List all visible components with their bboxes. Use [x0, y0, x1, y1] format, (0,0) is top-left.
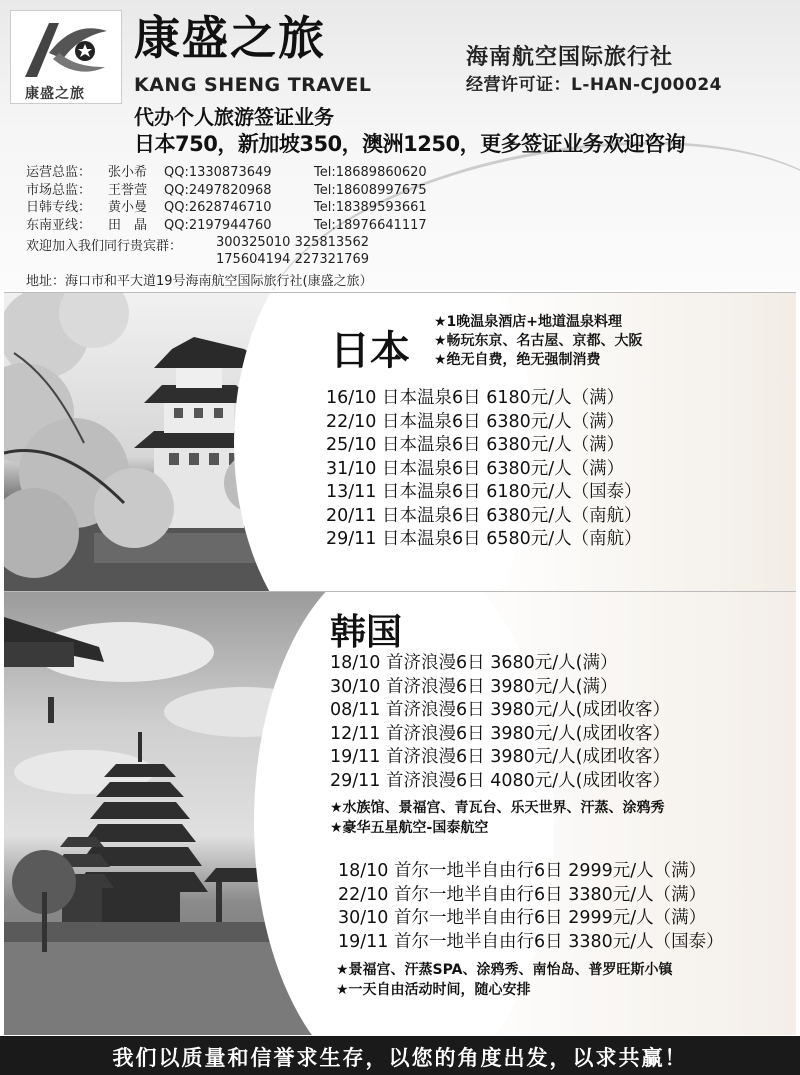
- tour-item: 30/10 首济浪漫6日 3980元/人(满）: [330, 676, 618, 697]
- tour-item: 25/10 日本温泉6日 6380元/人（满）: [326, 435, 625, 455]
- highlight-item: ★畅玩东京、名古屋、京都、大阪: [434, 333, 643, 349]
- tour-item: 22/10 首尔一地半自由行6日 3380元/人（满）: [338, 884, 707, 905]
- slogan: 我们以质量和信誉求生存，以您的角度出发，以求共赢！: [112, 1045, 688, 1070]
- contact-qq: QQ:2197944760: [164, 217, 272, 233]
- korea-highlights-jeju: [330, 798, 665, 838]
- contact-list: [26, 164, 427, 234]
- highlight-item: ★绝无自费，绝无强制消费: [434, 352, 601, 368]
- korea-tour-list-jeju: [330, 652, 670, 793]
- highlight-item: ★水族馆、景福宫、青瓦台、乐天世界、汗蒸、涂鸦秀: [330, 800, 665, 816]
- logo: [10, 10, 122, 104]
- highlight-item: ★一天自由活动时间，随心安排: [336, 982, 531, 998]
- header: [0, 0, 800, 290]
- contact-qq: QQ:1330873649: [164, 165, 272, 180]
- contact-name: 田 晶: [108, 217, 148, 233]
- tour-item: 18/10 首尔一地半自由行6日 2999元/人（满）: [338, 861, 707, 881]
- contact-role: 市场总监：: [26, 182, 92, 198]
- contact-tel: Tel:18608997675: [314, 182, 427, 198]
- tour-item: 12/11 首济浪漫6日 3980元/人(成团收客）: [330, 723, 670, 744]
- tour-item: 18/10 首济浪漫6日 3680元/人(满）: [330, 653, 618, 673]
- tour-item: 19/11 首尔一地半自由行6日 3380元/人（国泰）: [338, 931, 724, 952]
- tour-item: 30/10 首尔一地半自由行6日 2999元/人（满）: [338, 908, 707, 928]
- japan-section: [4, 292, 796, 592]
- group-numbers-2: 175604194 227321769: [216, 252, 370, 267]
- logo-mark-icon: [19, 17, 113, 83]
- logo-text: 康盛之旅: [25, 86, 85, 102]
- contact-name: 张小希: [108, 165, 148, 180]
- visa-service-title: 代办个人旅游签证业务: [134, 105, 334, 129]
- japan-highlights: [434, 313, 643, 370]
- group-numbers-1: 300325010 325813562: [216, 235, 370, 250]
- tour-item: 29/11 日本温泉6日 6580元/人（南航）: [326, 529, 642, 549]
- tour-item: 19/11 首济浪漫6日 3980元/人(成团收客）: [330, 747, 670, 767]
- contact-row: [26, 182, 427, 200]
- contact-qq: QQ:2497820968: [164, 182, 272, 198]
- highlight-item: ★豪华五星航空-国泰航空: [330, 820, 489, 836]
- contact-row: [26, 217, 427, 235]
- tour-item: 31/10 日本温泉6日 6380元/人（满）: [326, 458, 625, 479]
- korea-tour-list-seoul: [338, 860, 724, 954]
- highlight-item: ★1晚温泉酒店+地道温泉料理: [434, 314, 623, 330]
- contact-row: [26, 164, 427, 182]
- contact-qq: QQ:2628746710: [164, 200, 272, 215]
- agency-name: 海南航空国际旅行社: [466, 45, 674, 70]
- contact-role: 运营总监：: [26, 165, 92, 180]
- contact-row: [26, 199, 427, 217]
- tour-item: 08/11 首济浪漫6日 3980元/人(成团收客）: [330, 700, 670, 720]
- contact-name: 王誉萱: [108, 182, 148, 198]
- japan-tour-list: [326, 387, 642, 552]
- brand-name-en: KANG SHENG TRAVEL: [134, 74, 372, 96]
- tour-item: 16/10 日本温泉6日 6180元/人（满）: [326, 388, 625, 408]
- footer-bar: [0, 1036, 800, 1075]
- contact-role: 日韩专线：: [26, 200, 92, 215]
- tour-item: 13/11 日本温泉6日 6180元/人（国泰）: [326, 482, 642, 502]
- tour-item: 22/10 日本温泉6日 6380元/人（满）: [326, 411, 625, 432]
- group-label: 欢迎加入我们同行贵宾群：: [26, 239, 183, 254]
- contact-name: 黄小曼: [108, 200, 148, 215]
- address: 地址：海口市和平大道19号海南航空国际旅行社(康盛之旅）: [26, 274, 373, 289]
- contact-tel: Tel:18389593661: [314, 200, 427, 215]
- brand-name-cn: 康盛之旅: [134, 11, 326, 65]
- korea-highlights-seoul: [336, 960, 672, 1000]
- tour-item: 29/11 首济浪漫6日 4080元/人(成团收客）: [330, 770, 670, 791]
- contact-role: 东南亚线：: [26, 217, 92, 233]
- contact-tel: Tel:18689860620: [314, 165, 427, 180]
- japan-title: 日本: [330, 327, 410, 374]
- korea-section: [4, 592, 796, 1035]
- visa-prices: 日本750，新加坡350，澳洲1250，更多签证业务欢迎咨询: [134, 132, 686, 156]
- korea-title: 韩国: [330, 611, 403, 653]
- license-number: 经营许可证：L-HAN-CJ00024: [466, 75, 722, 95]
- tour-item: 20/11 日本温泉6日 6380元/人（南航）: [326, 505, 642, 526]
- highlight-item: ★景福宫、汗蒸SPA、涂鸦秀、南怡岛、普罗旺斯小镇: [336, 962, 673, 978]
- contact-tel: Tel:18976641117: [314, 217, 427, 233]
